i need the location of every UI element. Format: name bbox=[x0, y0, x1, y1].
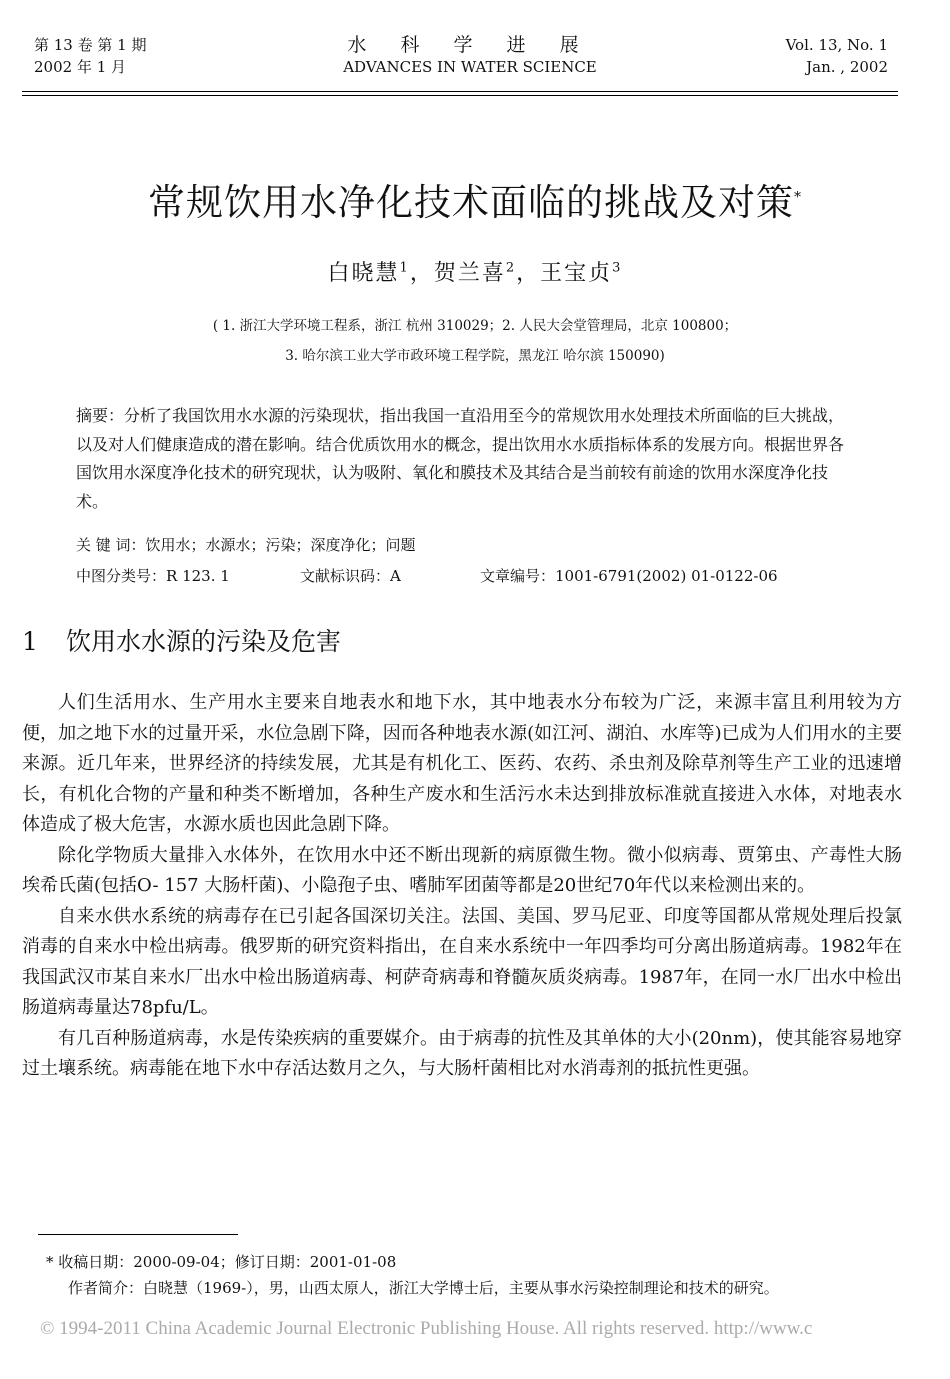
paper-title bbox=[0, 172, 950, 226]
journal-name-cn: 水 科 学 进 展 bbox=[347, 34, 593, 56]
classification-line bbox=[76, 565, 896, 586]
author-name: 白晓慧 bbox=[327, 261, 400, 286]
author-affil-mark: 1 bbox=[399, 260, 410, 276]
affiliation-line: 3. 哈尔滨工业大学市政环境工程学院，黑龙江 哈尔滨 150090) bbox=[285, 348, 665, 364]
issue-info-en bbox=[786, 34, 888, 78]
author-affil-mark: 3 bbox=[612, 260, 623, 276]
abstract: 摘要：分析了我国饮用水水源的污染现状，指出我国一直沿用至今的常规饮用水处理技术所面临的巨大挑战，以及对人们健康造成的潜在影响。结合优质饮用水的概念，提出饮用水水质指标体系的发展方向。根据世界各国饮用水深度净化技术的研究现状，认为吸附、氧化和膜技术及其结合是当前较有前途的饮用水深度净化技术。 bbox=[76, 406, 845, 511]
issue-date: 2002 年 1 月 bbox=[34, 58, 127, 76]
issue-info bbox=[34, 34, 146, 78]
body-text bbox=[22, 688, 902, 1085]
author-separator: ， bbox=[409, 261, 434, 286]
volume-issue-en: Vol. 13, No. 1 bbox=[785, 36, 888, 54]
header-rule bbox=[22, 91, 898, 96]
affiliation-line: ( 1. 浙江大学环境工程系，浙江 杭州 310029；2. 人民大会堂管理局，北京 100800； bbox=[212, 318, 738, 334]
author-list bbox=[0, 256, 950, 287]
section-heading bbox=[22, 622, 341, 658]
author-separator: ， bbox=[516, 261, 541, 286]
copyright-watermark: © 1994-2011 China Academic Journal Electronic Publishing House. All rights reserved. http://www.c bbox=[40, 1318, 813, 1339]
author-name: 王宝贞 bbox=[540, 261, 613, 286]
body-paragraph: 人们生活用水、生产用水主要来自地表水和地下水，其中地表水分布较为广泛，来源丰富且利用较为方便，加之地下水的过量开采，水位急剧下降，因而各种地表水源(如江河、湖泊、水库等)已成为人们用水的主要来源。近几年来，世界经济的持续发展，尤其是有机化工、医药、农药、杀虫剂及除草剂等生产工业的迅速增长，有机化合物的产量和种类不断增加，各种生产废水和生活污水未达到排放标准就直接进入水体，对地表水体造成了极大危害，水源水质也因此急剧下降。 bbox=[22, 692, 902, 835]
keywords: 关 键 词：饮用水；水源水；污染；深度净化；问题 bbox=[76, 536, 416, 554]
title-footnote-mark: * bbox=[794, 189, 802, 206]
footnote-dates: * 收稿日期：2000-09-04；修订日期：2001-01-08 bbox=[46, 1253, 397, 1271]
article-number: 文章编号：1001-6791(2002) 01-0122-06 bbox=[480, 567, 778, 585]
section-number: 1 bbox=[22, 627, 38, 656]
body-paragraph: 自来水供水系统的病毒存在已引起各国深切关注。法国、美国、罗马尼亚、印度等国都从常规处理后投氯消毒的自来水中检出病毒。俄罗斯的研究资料指出，在自来水系统中一年四季均可分离出肠道病毒。1982年在我国武汉市某自来水厂出水中检出肠道病毒、柯萨奇病毒和脊髓灰质炎病毒。1987年，在同一水厂出水中检出肠道病毒量达78pfu/L。 bbox=[22, 905, 902, 1018]
body-paragraph: 除化学物质大量排入水体外，在饮用水中还不断出现新的病原微生物。微小似病毒、贾第虫、产毒性大肠埃希氏菌(包括O- 157 大肠杆菌)、小隐孢子虫、嗜肺军团菌等都是20世纪70年代以来检测出来的。 bbox=[22, 844, 902, 896]
paper-title-text: 常规饮用水净化技术面临的挑战及对策 bbox=[148, 181, 794, 224]
journal-name-en: ADVANCES IN WATER SCIENCE bbox=[343, 58, 597, 76]
volume-issue: 第 13 卷 第 1 期 bbox=[34, 36, 147, 54]
issue-date-en: Jan. , 2002 bbox=[806, 58, 888, 76]
clc-number: 中图分类号：R 123. 1 bbox=[76, 567, 230, 585]
footnote-author-bio: 作者简介：白晓慧（1969-），男，山西太原人，浙江大学博士后，主要从事水污染控制理论和技术的研究。 bbox=[68, 1279, 779, 1297]
journal-name bbox=[300, 34, 640, 78]
section-title: 饮用水水源的污染及危害 bbox=[66, 627, 342, 656]
author-name: 贺兰喜 bbox=[433, 261, 506, 286]
author-affil-mark: 2 bbox=[505, 260, 517, 276]
footnote-rule bbox=[38, 1234, 238, 1235]
document-code: 文献标识码：A bbox=[300, 567, 401, 585]
body-paragraph: 有几百种肠道病毒，水是传染疾病的重要媒介。由于病毒的抗性及其单体的大小(20nm)，使其能容易地穿过土壤系统。病毒能在地下水中存活达数月之久，与大肠杆菌相比对水消毒剂的抵抗性更强。 bbox=[22, 1027, 902, 1079]
